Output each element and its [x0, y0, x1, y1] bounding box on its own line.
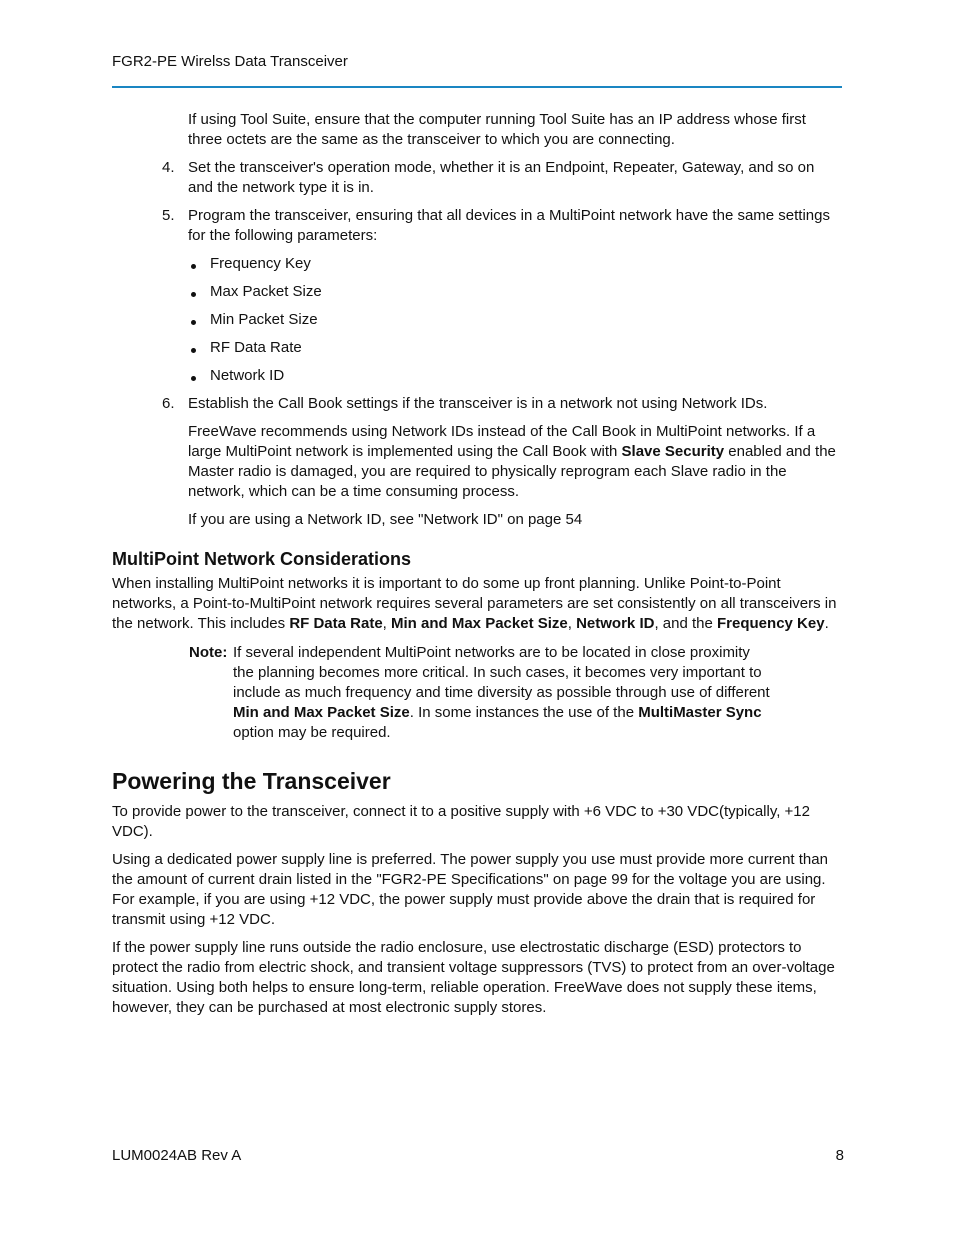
page-number: 8 [835, 1147, 844, 1164]
step-number: 4. [162, 159, 175, 176]
bullet-icon [191, 320, 196, 325]
running-header: FGR2-PE Wirelss Data Transceiver [112, 53, 348, 70]
list-item: RF Data Rate [210, 339, 302, 356]
section-heading: MultiPoint Network Considerations [112, 549, 412, 569]
multipoint-paragraph: When installing MultiPoint networks it is important to do some up front planning. Unlike Point-to-Point networks, a Point-to-MultiPoint network requires several parameters are set consistently on all transceivers in the network. This includes RF Data Rate, Min and Max Packet Size, Network ID, and the Frequency Key. [112, 575, 837, 632]
section-heading: Powering the Transceiver [112, 768, 391, 794]
note-text: If several independent MultiPoint networks are to be located in close proximity the planning becomes more critical. In such cases, it becomes very important to include as much frequency and time diversity as possible through use of different Min and Max Packet Size. In some instances the use of the MultiMaster Sync option may be required. [233, 644, 770, 741]
step-number: 5. [162, 207, 175, 224]
list-item: Frequency Key [210, 255, 311, 272]
list-item: Min Packet Size [210, 311, 318, 328]
bullet-icon [191, 376, 196, 381]
network-id-reference: If you are using a Network ID, see "Network ID" on page 54 [188, 511, 583, 528]
power-paragraph: If the power supply line runs outside the radio enclosure, use electrostatic discharge (ESD) protectors to protect the radio from electric shock, and transient voltage suppressors (TVS) to protect from an over-voltage situation. Using both helps to ensure long-term, reliable operation. FreeWave does not supply these items, however, they can be purchased at most electronic supply stores. [112, 939, 835, 1016]
step-text: Establish the Call Book settings if the transceiver is in a network not using Network IDs. [188, 395, 768, 412]
note-label: Note: [189, 644, 228, 661]
step-number: 6. [162, 395, 175, 412]
power-paragraph: Using a dedicated power supply line is preferred. The power supply you use must provide more current than the amount of current drain listed in the "FGR2-PE Specifications" on page 99 for the voltage you are using. For example, if you are using +12 VDC, the power supply must provide above the drain that is required for transmit using +12 VDC. [112, 851, 828, 928]
power-paragraph: To provide power to the transceiver, connect it to a positive supply with +6 VDC to +30 VDC(typically, +12 VDC). [112, 803, 810, 840]
list-item: Network ID [210, 367, 285, 384]
step-text: Set the transceiver's operation mode, whether it is an Endpoint, Repeater, Gateway, and so on and the network type it is in. [188, 159, 815, 196]
intro-paragraph: If using Tool Suite, ensure that the computer running Tool Suite has an IP address whose first three octets are the same as the transceiver to which you are connecting. [188, 111, 806, 148]
call-book-recommendation: FreeWave recommends using Network IDs instead of the Call Book in MultiPoint networks. If a large MultiPoint network is implemented using the Call Book with Slave Security enabled and the Master radio is damaged, you are required to physically reprogram each Slave radio in the network, which can be a time consuming process. [188, 423, 836, 500]
header-divider [112, 86, 842, 88]
bullet-icon [191, 348, 196, 353]
bullet-icon [191, 264, 196, 269]
step-text: Program the transceiver, ensuring that all devices in a MultiPoint network have the same settings for the following parameters: [188, 207, 830, 244]
list-item: Max Packet Size [210, 283, 322, 300]
bullet-icon [191, 292, 196, 297]
document-id: LUM0024AB Rev A [112, 1147, 242, 1164]
